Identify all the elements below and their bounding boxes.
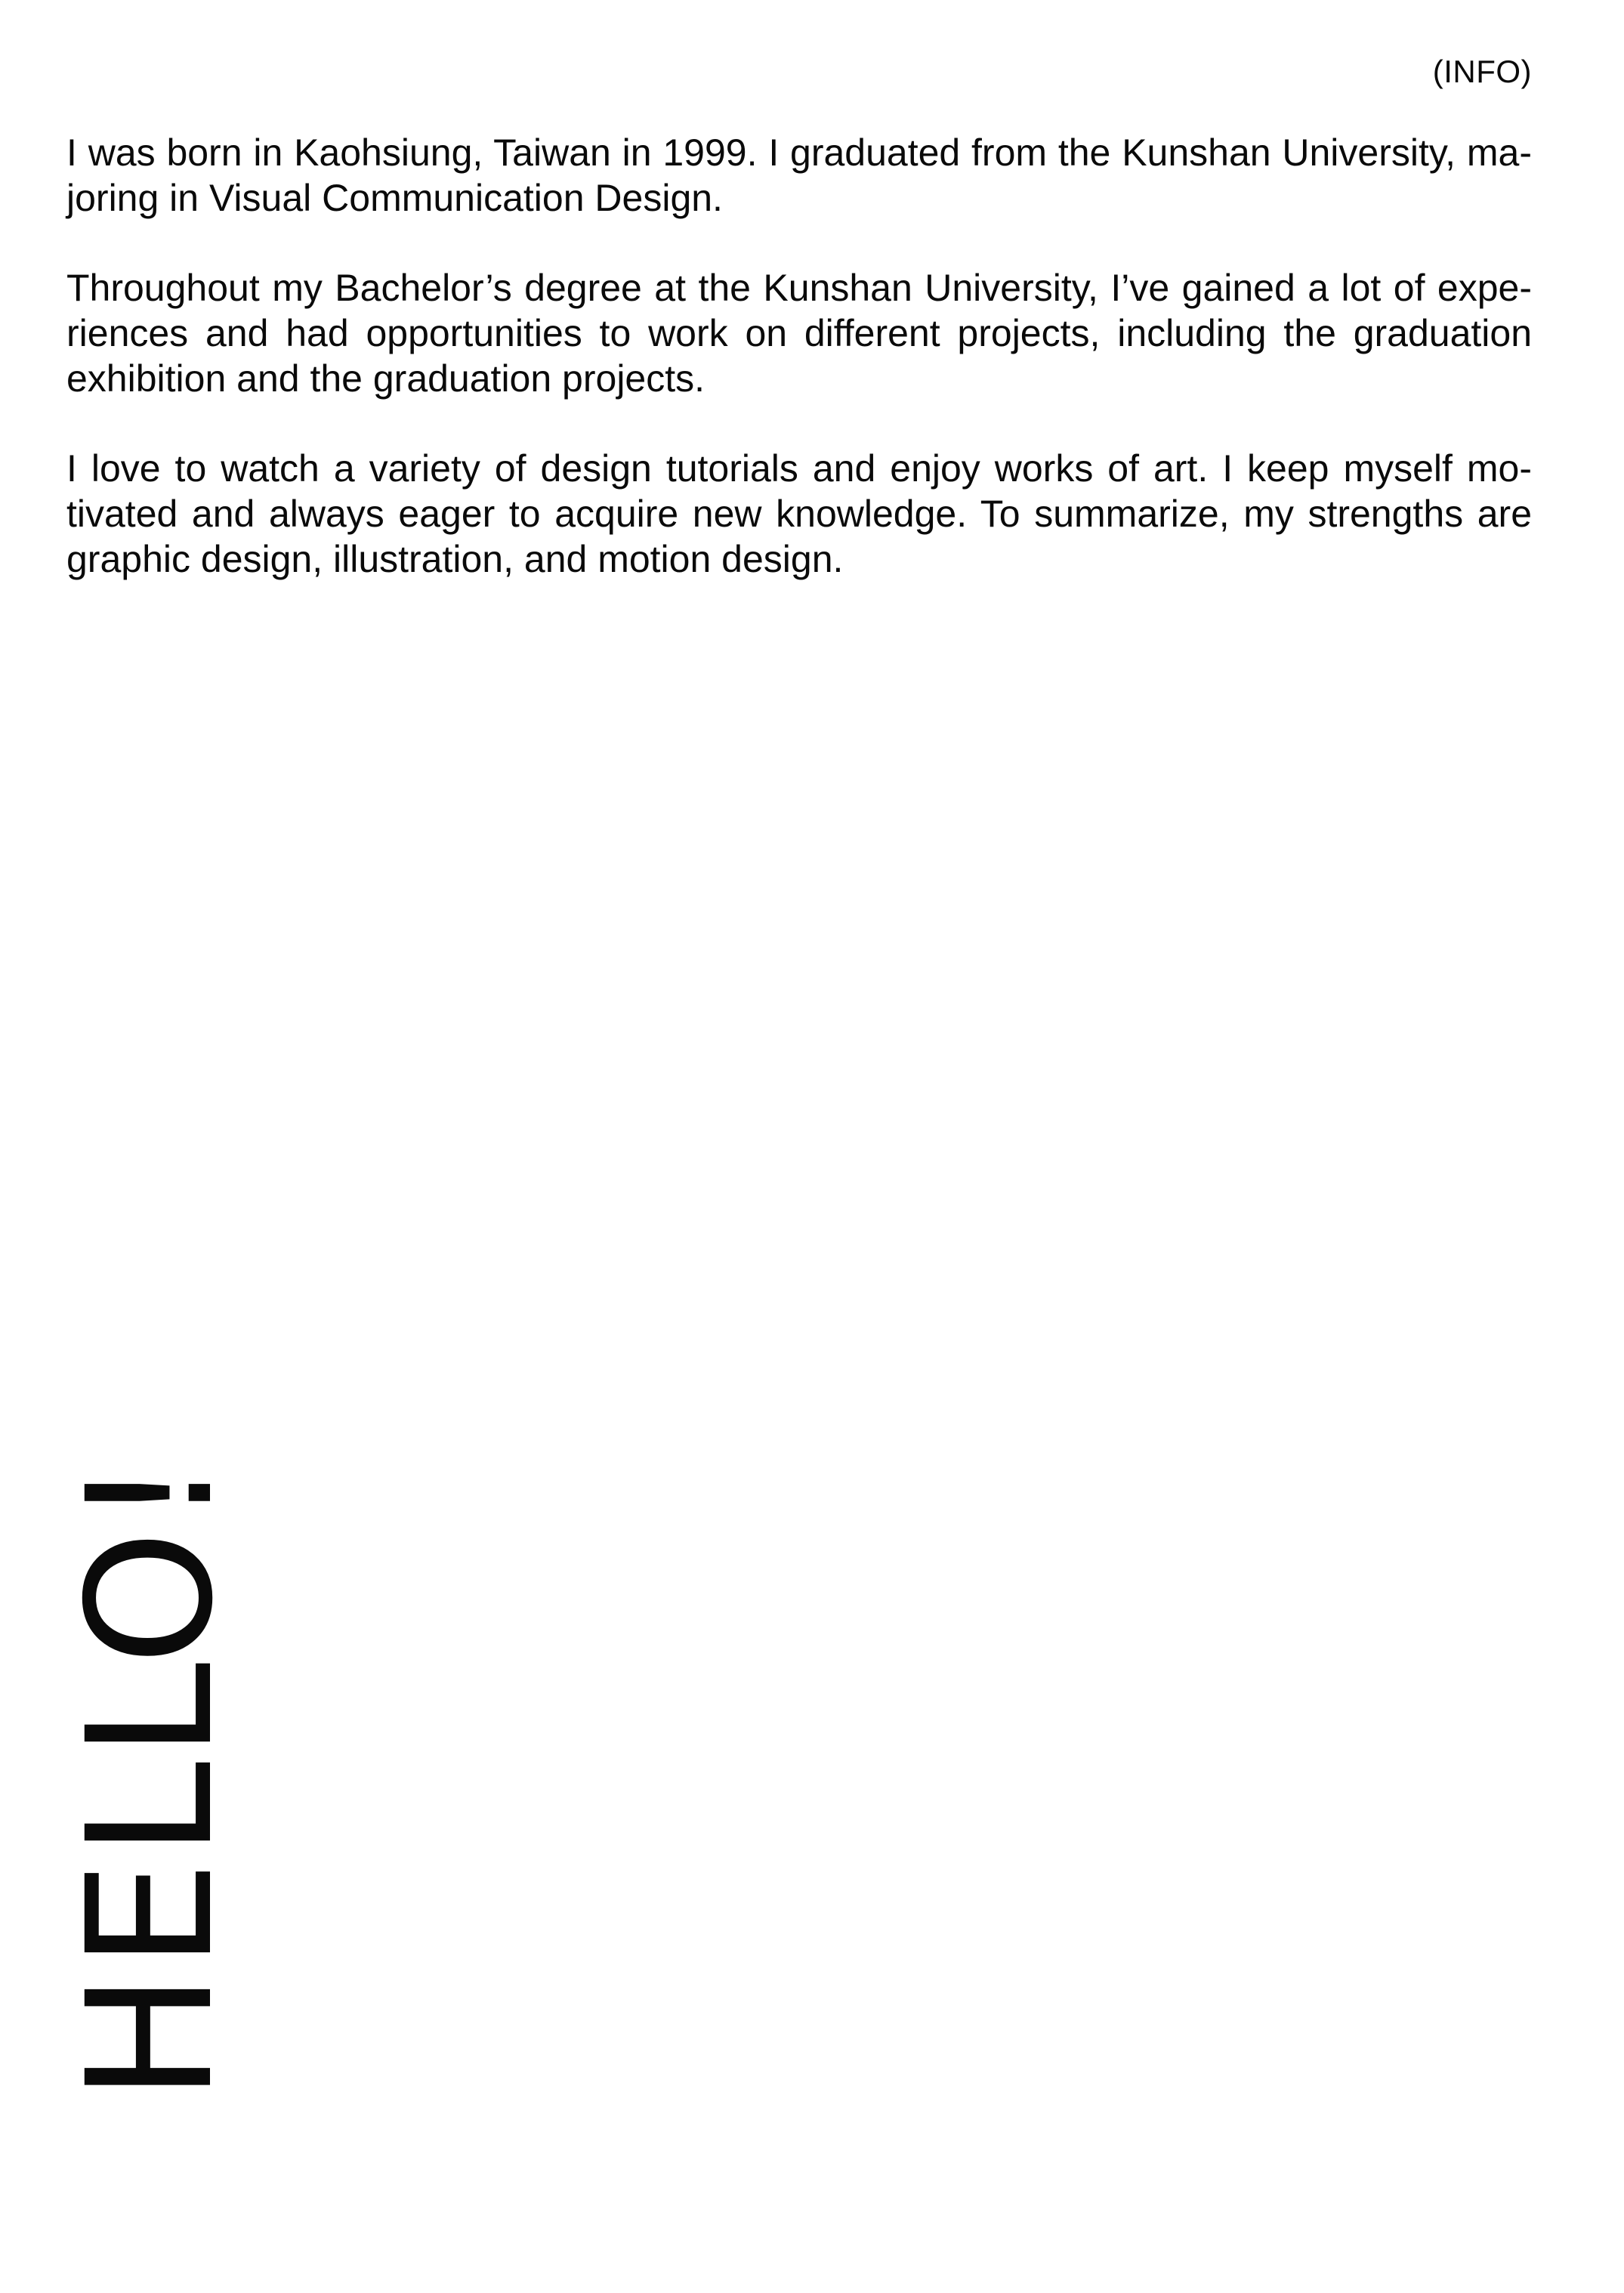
greeting-heading: HELLO! bbox=[50, 1454, 251, 2102]
bio-paragraph-2: Throughout my Bachelor’s degree at the Kunshan University, I’ve gained a lot of experiences and had opportunities to work on different projects, including the graduation exhibition and the graduation projects. bbox=[66, 267, 1532, 400]
bio-paragraph-1: I was born in Kaohsiung, Taiwan in 1999. I graduated from the Kunshan University, majoring in Visual Communication Design. bbox=[66, 131, 1532, 219]
greeting-container bbox=[50, 1384, 251, 2102]
bio-text-block bbox=[66, 130, 1532, 582]
info-section-tag: (INFO) bbox=[1432, 54, 1532, 89]
bio-paragraph-3: I love to watch a variety of design tutorials and enjoy works of art. I keep myself motivated and always eager to acquire new knowledge. To summarize, my strengths are graphic design, illustration, and motion design. bbox=[66, 447, 1532, 580]
